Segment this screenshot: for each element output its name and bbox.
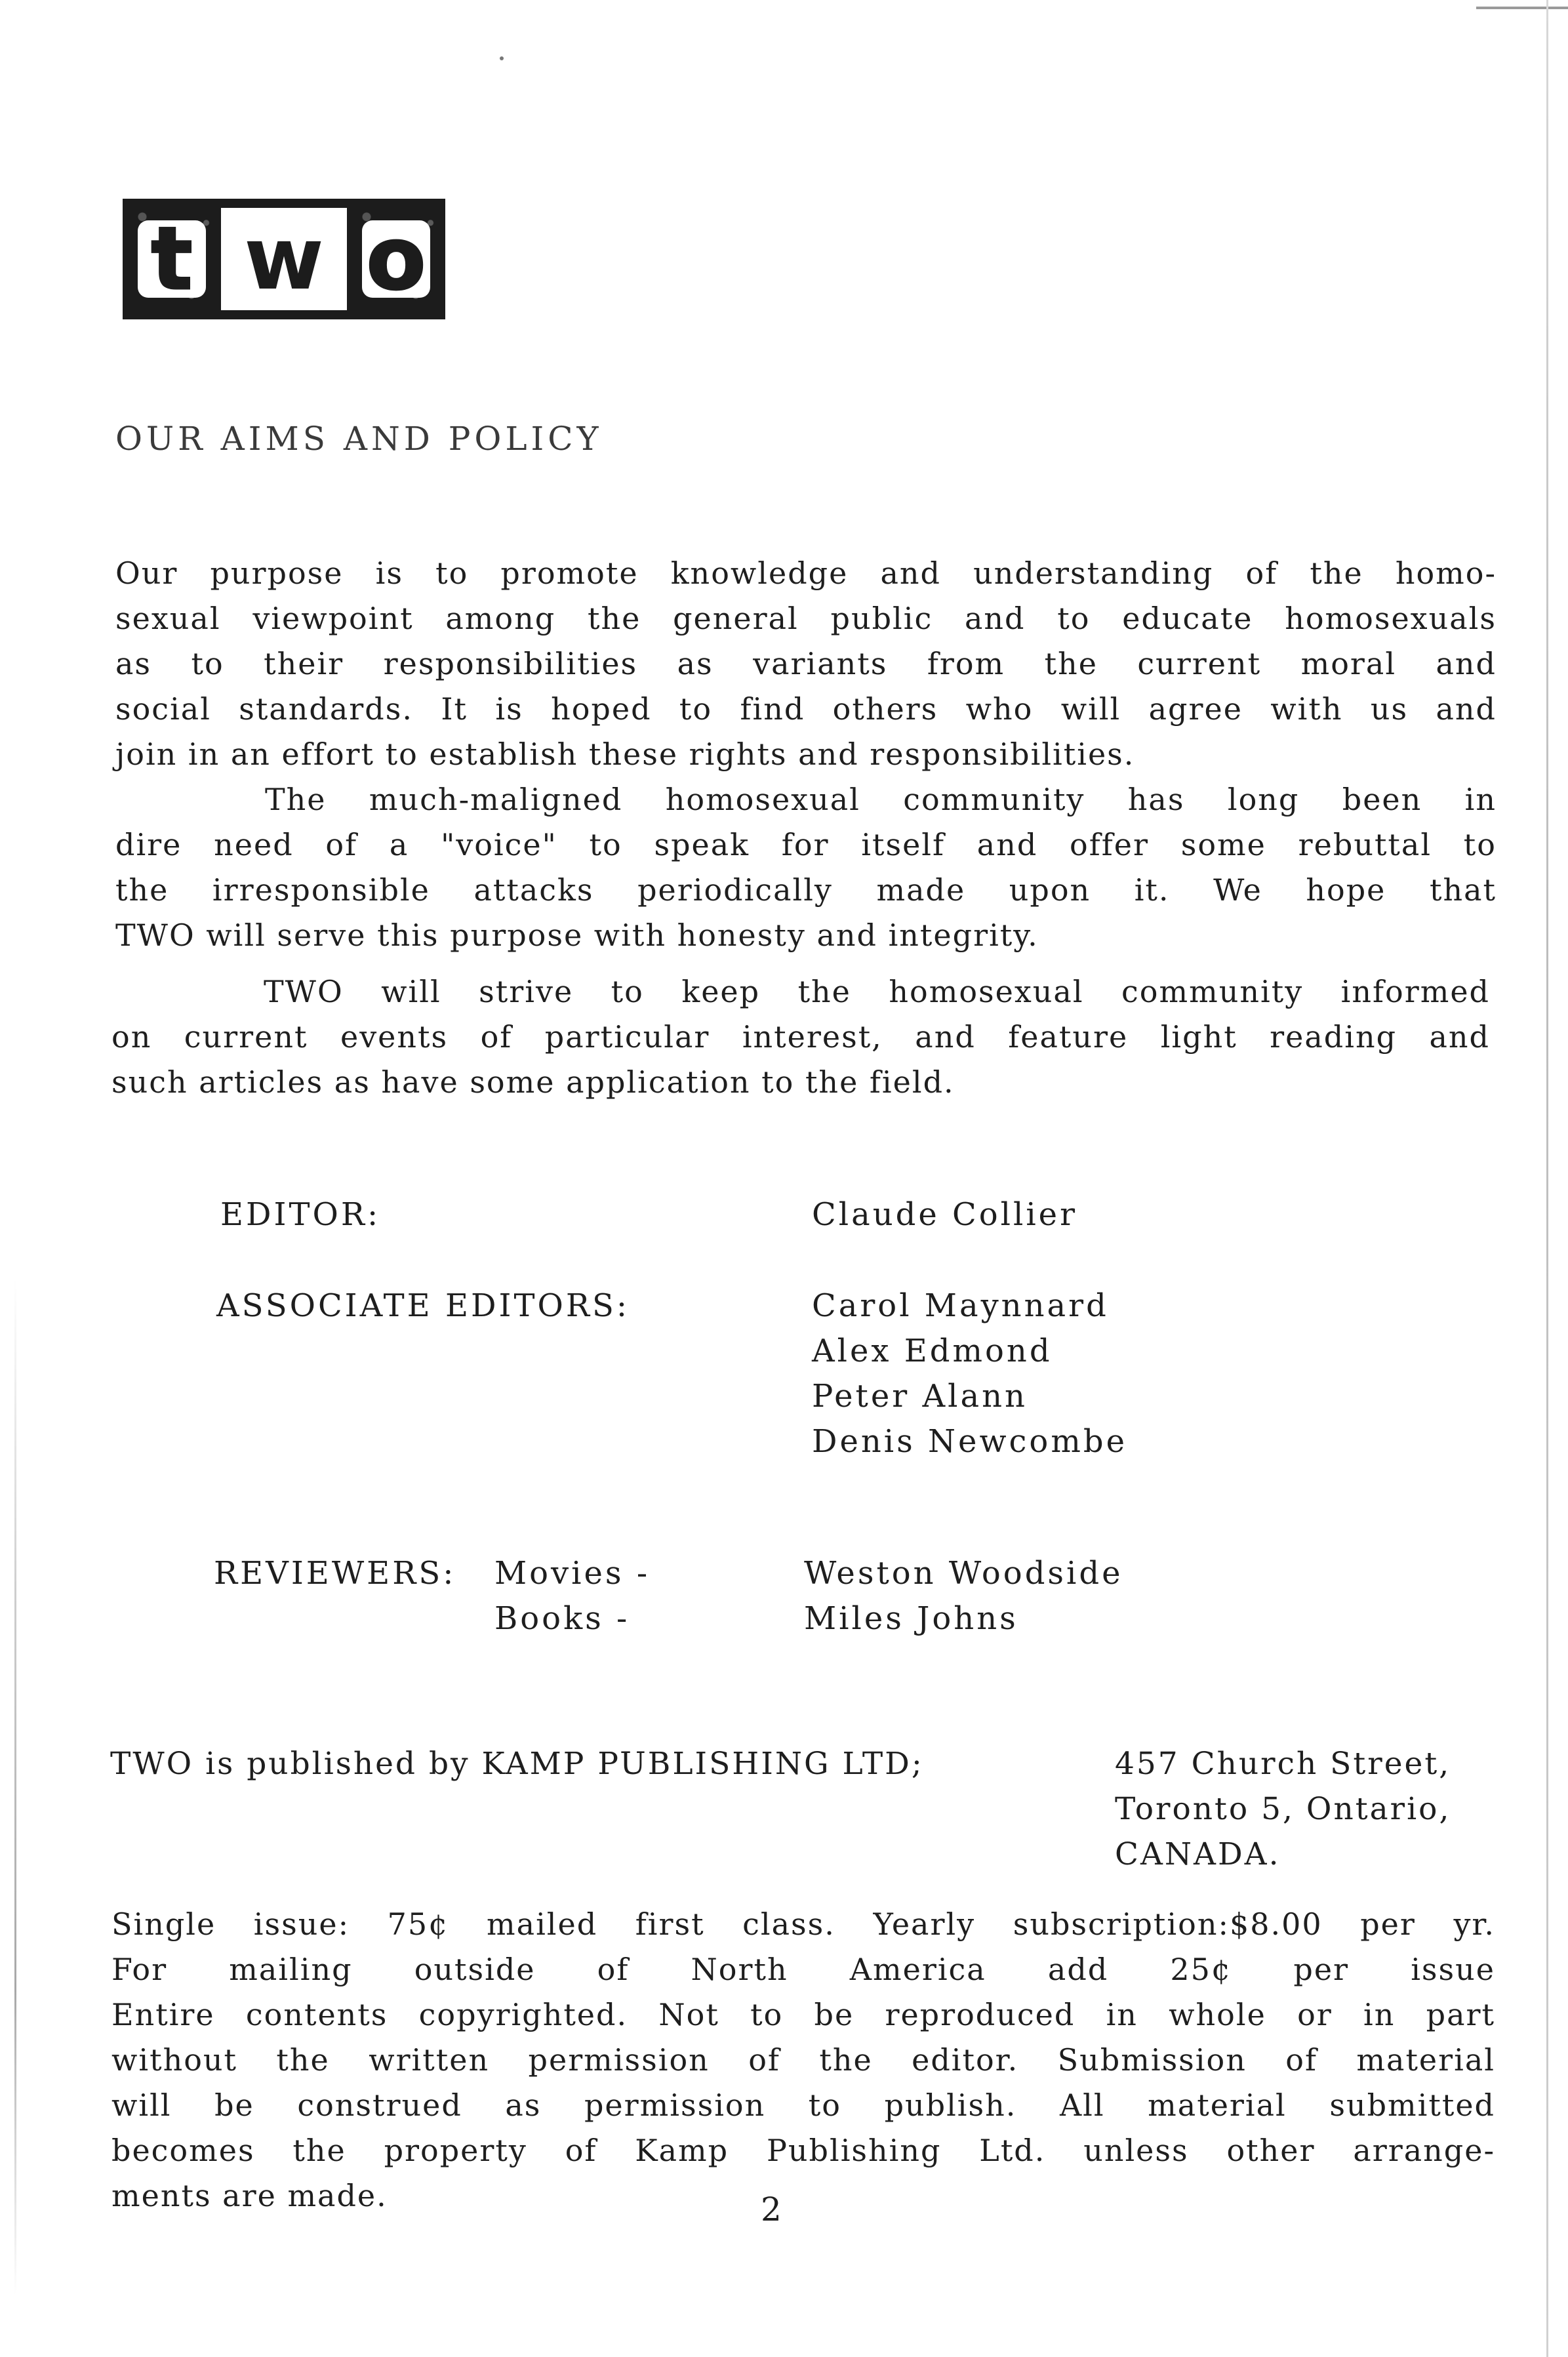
editor-name: Claude Collier <box>812 1196 1078 1233</box>
paragraph-inform <box>111 969 1490 1105</box>
logo-letter-o: o <box>362 220 430 298</box>
reviewers-label: REVIEWERS: <box>214 1555 456 1592</box>
fine-print-line: Entire contents copyrighted. Not to be reproduced in whole or in part <box>111 1997 1495 2032</box>
associate-editor-name: Alex Edmond <box>812 1333 1053 1369</box>
associate-editor-name: Carol Maynnard <box>812 1287 1109 1324</box>
paragraph-line: sexual viewpoint among the general public and to educate homosexuals <box>115 601 1497 636</box>
address-line: CANADA. <box>1115 1836 1281 1872</box>
fine-print-line: ments are made. <box>111 2178 388 2213</box>
associate-editors-list <box>812 1283 1127 1464</box>
address-line: 457 Church Street, <box>1115 1746 1451 1782</box>
paragraph-line: dire need of a "voice" to speak for itself and offer some rebuttal to <box>115 827 1497 862</box>
reviewer-books-label: Books - <box>494 1600 630 1637</box>
logo-letter-w: w <box>244 209 324 310</box>
paragraph-line: on current events of particular interest, and feature light reading and <box>111 1019 1490 1055</box>
fine-print-line: For mailing outside of North America add 25¢ per issue <box>111 1952 1495 1987</box>
reviewer-movies-label: Movies - <box>494 1555 651 1592</box>
page-number: 2 <box>761 2190 782 2228</box>
logo-block-w <box>221 199 347 319</box>
two-logo <box>123 199 445 319</box>
logo-block-t <box>123 199 221 319</box>
paragraph-line: Our purpose is to promote knowledge and understanding of the homo- <box>115 555 1497 591</box>
section-heading: OUR AIMS AND POLICY <box>115 420 603 458</box>
paragraph-line: join in an effort to establish these rights and responsibilities. <box>115 736 1135 772</box>
paragraph-line: The much-maligned homosexual community has long been in <box>265 782 1497 817</box>
paragraph-purpose <box>115 551 1497 777</box>
paragraph-line: social standards. It is hoped to find others who will agree with us and <box>115 691 1497 727</box>
paragraph-voice <box>115 777 1497 958</box>
subscription-and-copyright <box>111 1902 1495 2219</box>
publisher-line: TWO is published by KAMP PUBLISHING LTD; <box>110 1746 924 1782</box>
publisher-address <box>1115 1741 1451 1877</box>
paragraph-line: such articles as have some application to the field. <box>111 1064 955 1100</box>
fine-print-line: Single issue: 75¢ mailed first class. Yearly subscription:$8.00 per yr. <box>111 1906 1495 1942</box>
paragraph-line: TWO will serve this purpose with honesty and integrity. <box>115 917 1039 953</box>
scan-edge-right <box>1546 0 1548 2357</box>
associate-editors-label: ASSOCIATE EDITORS: <box>216 1287 630 1324</box>
fine-print-line: without the written permission of the editor. Submission of material <box>111 2042 1495 2078</box>
paragraph-line: the irresponsible attacks periodically made upon it. We hope that <box>115 872 1497 908</box>
paragraph-line: as to their responsibilities as variants from the current moral and <box>115 646 1497 681</box>
editor-label: EDITOR: <box>220 1196 381 1233</box>
logo-block-o <box>347 199 445 319</box>
scan-speck <box>500 56 504 60</box>
logo-letter-t: t <box>138 220 206 298</box>
fine-print-line: will be construed as permission to publish. All material submitted <box>111 2087 1495 2123</box>
paragraph-line: TWO will strive to keep the homosexual community informed <box>264 974 1490 1009</box>
associate-editor-name: Peter Alann <box>812 1378 1028 1415</box>
fine-print-line: becomes the property of Kamp Publishing Ltd. unless other arrange- <box>111 2133 1495 2168</box>
reviewer-movies-name: Weston Woodside <box>804 1555 1123 1592</box>
reviewer-books-name: Miles Johns <box>804 1600 1018 1637</box>
associate-editor-name: Denis Newcombe <box>812 1423 1127 1460</box>
scan-edge-top <box>1476 7 1568 9</box>
address-line: Toronto 5, Ontario, <box>1115 1791 1451 1827</box>
scan-edge-left <box>14 1279 16 2295</box>
